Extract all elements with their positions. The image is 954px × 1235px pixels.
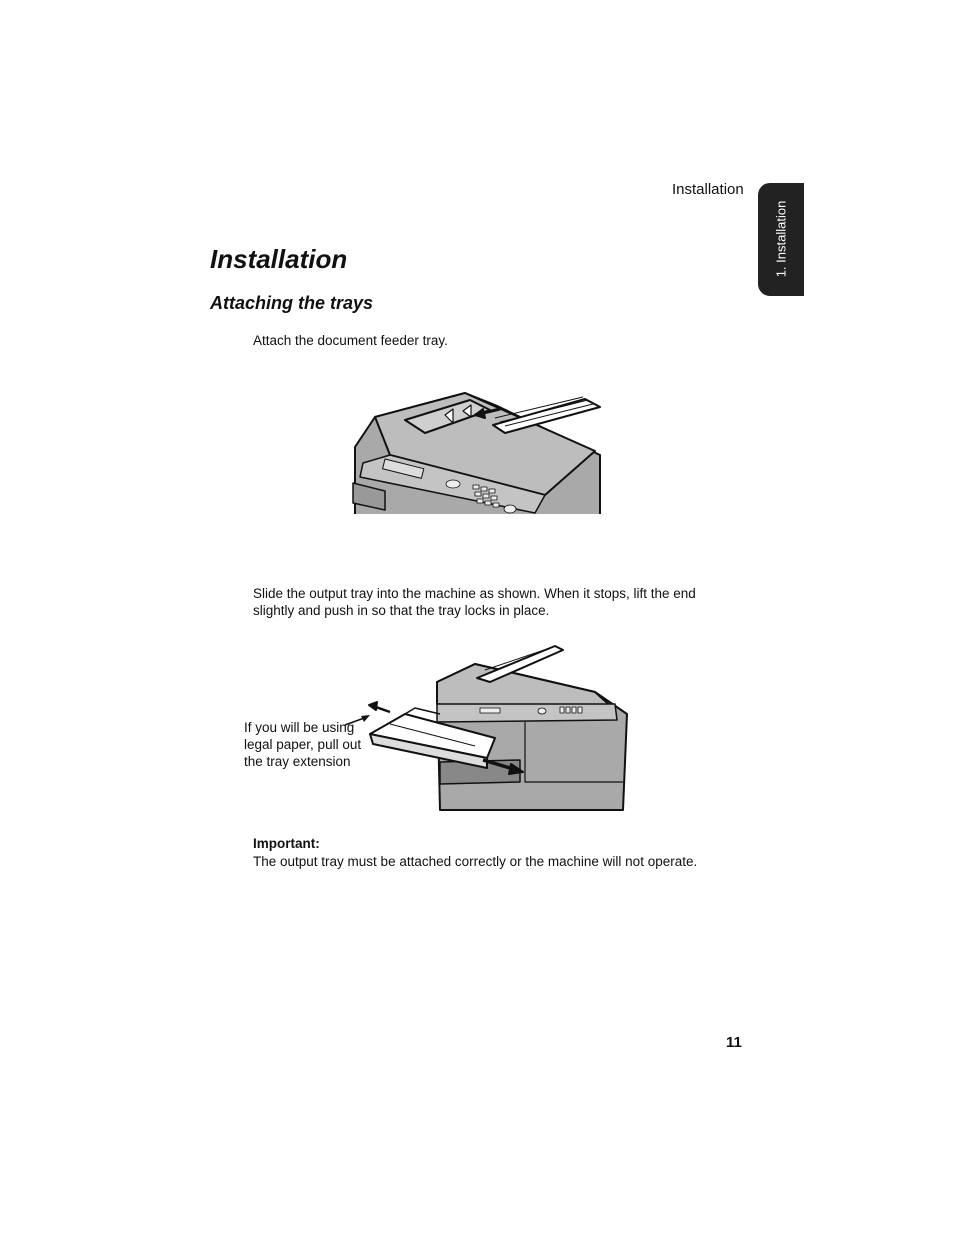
- tray-extension-callout: If you will be using legal paper, pull out the tray extension: [244, 720, 362, 769]
- chapter-tab-label: 1. Installation: [773, 200, 789, 278]
- important-label: Important:: [253, 836, 320, 851]
- section-title: Attaching the trays: [210, 293, 374, 313]
- running-head: Installation: [672, 181, 744, 198]
- important-text: The output tray must be attached correctly or the machine will not operate.: [253, 854, 698, 869]
- output-tray-illustration: [345, 642, 630, 814]
- step-2-text: Slide the output tray into the machine as shown. When it stops, lift the end slightly and push in so that the tray locks in place.: [253, 586, 696, 618]
- step-1-text: Attach the document feeder tray.: [253, 333, 448, 348]
- page-number: 11: [726, 1034, 742, 1051]
- feeder-tray-illustration: [345, 385, 610, 515]
- chapter-tab: [758, 183, 804, 296]
- page-title: Installation: [210, 244, 348, 274]
